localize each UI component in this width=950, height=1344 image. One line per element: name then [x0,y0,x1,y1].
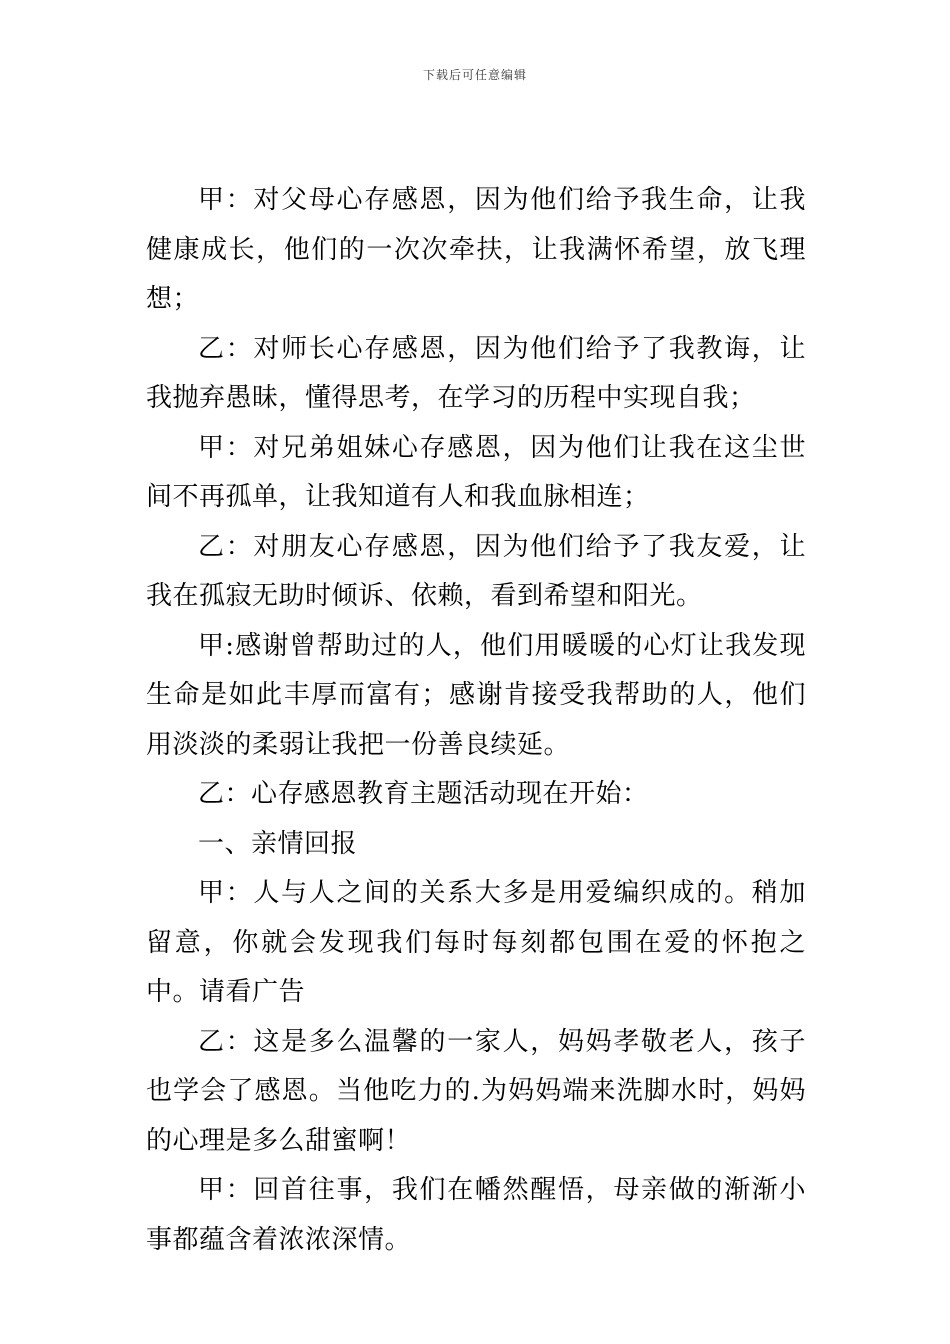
section-heading: 一、亲情回报 [198,828,358,859]
paragraph: 甲:感谢曾帮助过的人，他们用暖暖的心灯让我发现生命是如此丰厚而富有；感谢肯接受我帮助的人，他们用淡淡的柔弱让我把一份善良续延。 [146,630,806,760]
paragraph: 乙：对朋友心存感恩，因为他们给予了我友爱，让我在孤寂无助时倾诉、依赖，看到希望和阳光。 [146,531,806,611]
paragraph: 甲：对兄弟姐妹心存感恩，因为他们让我在这尘世间不再孤单，让我知道有人和我血脉相连； [146,432,806,512]
document-body [146,176,806,1265]
paragraph: 甲：人与人之间的关系大多是用爱编织成的。稍加留意，你就会发现我们每时每刻都包围在爱的怀抱之中。请看广告 [146,878,806,1007]
page-header-note: 下载后可任意编辑 [422,68,527,82]
paragraph: 乙：心存感恩教育主题活动现在开始： [198,779,649,809]
paragraph: 甲：回首往事，我们在幡然醒悟，母亲做的渐渐小事都蕴含着浓浓深情。 [146,1175,806,1255]
paragraph: 乙：对师长心存感恩，因为他们给予了我教诲，让我抛弃愚昧，懂得思考，在学习的历程中实现自我； [146,333,806,413]
paragraph: 乙：这是多么温馨的一家人，妈妈孝敬老人，孩子也学会了感恩。当他吃力的.为妈妈端来洗脚水时，妈妈的心理是多么甜蜜啊！ [146,1026,806,1156]
paragraph: 甲：对父母心存感恩，因为他们给予我生命，让我健康成长，他们的一次次牵扶，让我满怀希望，放飞理想； [146,185,806,314]
